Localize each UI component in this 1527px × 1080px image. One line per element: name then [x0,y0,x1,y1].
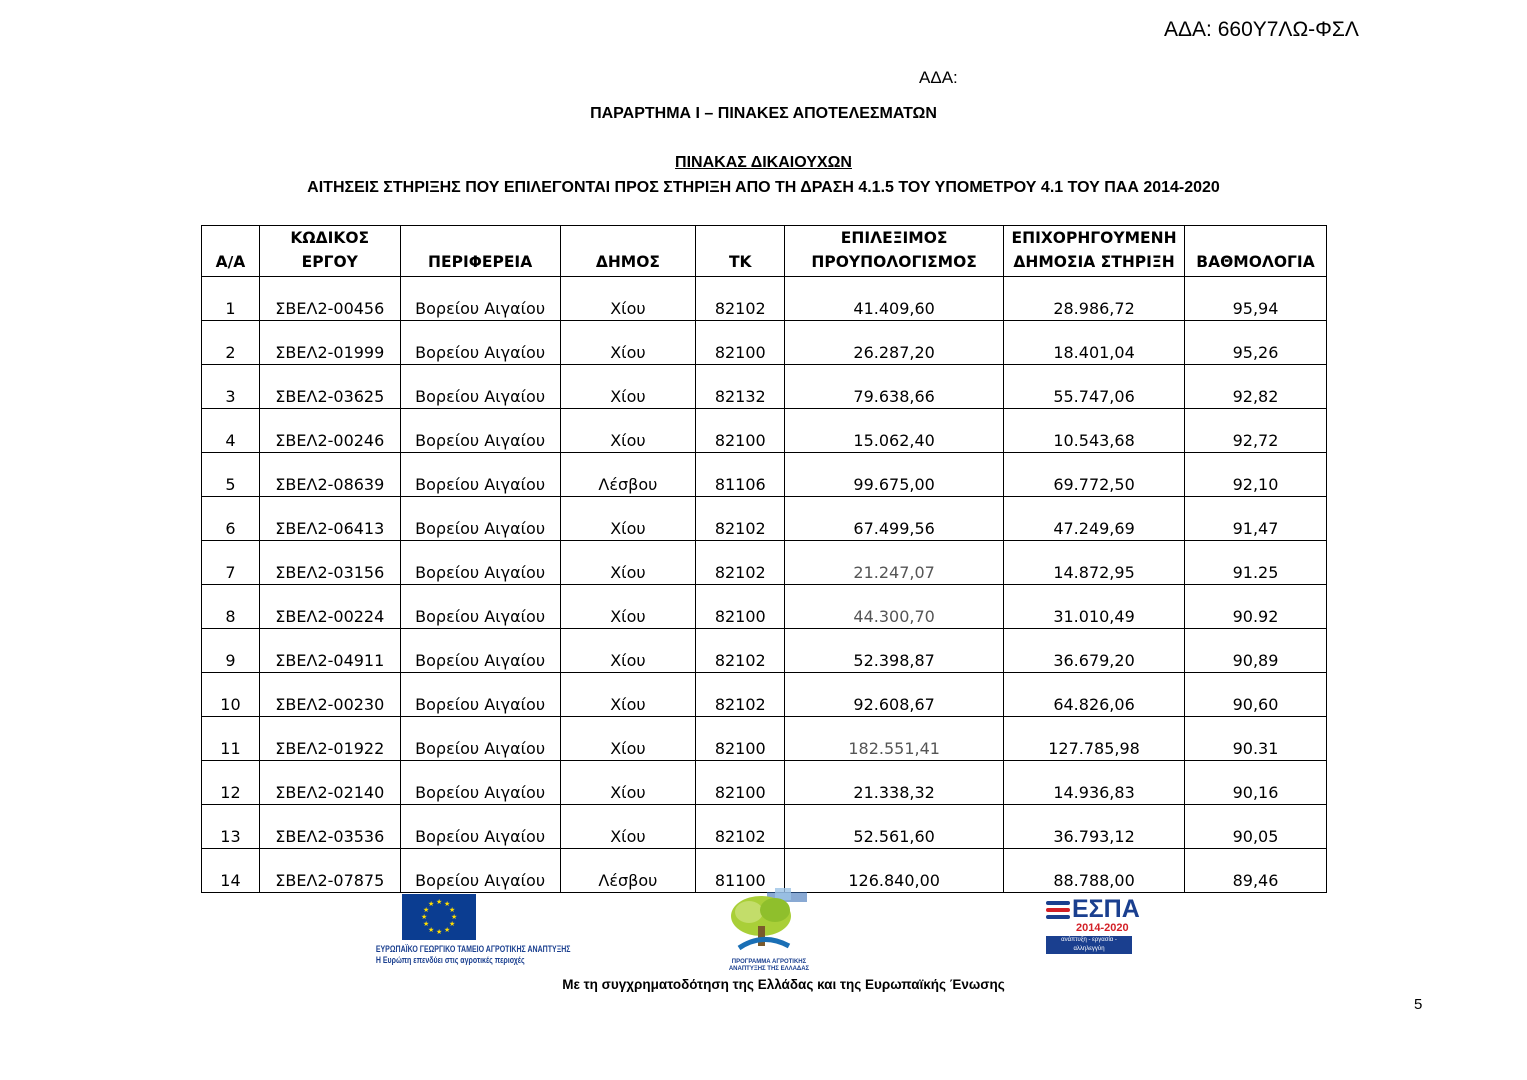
cell-code: ΣΒΕΛ2-00230 [259,673,400,717]
cell-budget: 52.561,60 [785,805,1004,849]
cell-region: Βορείου Αιγαίου [400,805,560,849]
cell-region: Βορείου Αιγαίου [400,761,560,805]
table-row [202,321,1327,365]
cell-region: Βορείου Αιγαίου [400,541,560,585]
greek-stripes-icon [1046,901,1070,922]
cell-aa: 3 [202,365,260,409]
cell-aa: 5 [202,453,260,497]
table-row [202,409,1327,453]
cell-budget: 15.062,40 [785,409,1004,453]
cell-score: 92,72 [1185,409,1327,453]
cell-aa: 8 [202,585,260,629]
cell-municipality: Χίου [560,541,696,585]
cell-budget: 99.675,00 [785,453,1004,497]
header-code: ΚΩΔΙΚΟΣ ΕΡΓΟΥ [259,226,400,277]
annex-title: ΠΑΡΑΡΤΗΜΑ Ι – ΠΙΝΑΚΕΣ ΑΠΟΤΕΛΕΣΜΑΤΩΝ [590,105,937,122]
cell-region: Βορείου Αιγαίου [400,585,560,629]
cell-region: Βορείου Αιγαίου [400,717,560,761]
cell-tk: 82102 [696,805,785,849]
cell-score: 91.25 [1185,541,1327,585]
cell-score: 95,94 [1185,277,1327,321]
cell-aa: 1 [202,277,260,321]
table-row [202,585,1327,629]
cell-tk: 82100 [696,585,785,629]
cell-municipality: Χίου [560,629,696,673]
cell-score: 90,05 [1185,805,1327,849]
cell-municipality: Χίου [560,365,696,409]
table-row [202,673,1327,717]
eafrd-text: ΕΥΡΩΠΑΪΚΟ ΓΕΩΡΓΙΚΟ ΤΑΜΕΙΟ ΑΓΡΟΤΙΚΗΣ ΑΝΑΠΤΥΞΗΣ Η Ευρώπη επενδύει στις αγροτικές περιοχές [375,944,571,965]
cell-subsidy: 64.826,06 [1004,673,1185,717]
cell-score: 90,16 [1185,761,1327,805]
cell-code: ΣΒΕΛ2-01999 [259,321,400,365]
table-row [202,541,1327,585]
cell-aa: 12 [202,761,260,805]
cell-code: ΣΒΕΛ2-08639 [259,453,400,497]
cell-code: ΣΒΕΛ2-03156 [259,541,400,585]
cell-municipality: Χίου [560,717,696,761]
cell-tk: 82100 [696,409,785,453]
cell-subsidy: 69.772,50 [1004,453,1185,497]
cell-tk: 82102 [696,497,785,541]
cell-subsidy: 14.936,83 [1004,761,1185,805]
cell-code: ΣΒΕΛ2-00246 [259,409,400,453]
cell-code: ΣΒΕΛ2-00224 [259,585,400,629]
cell-score: 90,89 [1185,629,1327,673]
table-row [202,849,1327,893]
cell-municipality: Χίου [560,585,696,629]
table-row [202,277,1327,321]
cell-code: ΣΒΕΛ2-00456 [259,277,400,321]
cell-budget: 67.499,56 [785,497,1004,541]
cell-region: Βορείου Αιγαίου [400,673,560,717]
beneficiaries-table [201,225,1327,893]
cell-municipality: Χίου [560,321,696,365]
eu-flag-icon: ★ ★ ★ ★ ★ ★ ★ ★ ★ ★ ★ ★ [402,894,476,940]
cell-region: Βορείου Αιγαίου [400,453,560,497]
cell-code: ΣΒΕΛ2-02140 [259,761,400,805]
cell-tk: 82102 [696,277,785,321]
table-header-row [202,226,1327,277]
cell-code: ΣΒΕΛ2-03625 [259,365,400,409]
cell-tk: 82102 [696,673,785,717]
cell-budget: 44.300,70 [785,585,1004,629]
cell-tk: 82102 [696,629,785,673]
cell-region: Βορείου Αιγαίου [400,409,560,453]
cell-tk: 82100 [696,717,785,761]
table-row [202,453,1327,497]
table-row [202,629,1327,673]
cell-aa: 7 [202,541,260,585]
cell-budget: 126.840,00 [785,849,1004,893]
cell-aa: 10 [202,673,260,717]
cell-tk: 82100 [696,761,785,805]
cell-subsidy: 28.986,72 [1004,277,1185,321]
table-row [202,497,1327,541]
cell-aa: 9 [202,629,260,673]
cell-aa: 6 [202,497,260,541]
funding-logos [0,888,1527,978]
header-municipality: ΔΗΜΟΣ [560,226,696,277]
table-row [202,761,1327,805]
cell-budget: 92.608,67 [785,673,1004,717]
cell-municipality: Χίου [560,497,696,541]
cell-aa: 13 [202,805,260,849]
cell-subsidy: 14.872,95 [1004,541,1185,585]
cell-code: ΣΒΕΛ2-03536 [259,805,400,849]
header-subsidy: ΕΠΙΧΟΡΗΓΟΥΜΕΝΗ ΔΗΜΟΣΙΑ ΣΤΗΡΙΞΗ [1004,226,1185,277]
cell-subsidy: 36.679,20 [1004,629,1185,673]
cell-municipality: Χίου [560,761,696,805]
header-aa: Α/Α [202,226,260,277]
cell-score: 90,60 [1185,673,1327,717]
cell-tk: 81106 [696,453,785,497]
cell-score: 92,10 [1185,453,1327,497]
cell-code: ΣΒΕΛ2-01922 [259,717,400,761]
table-title: ΠΙΝΑΚΑΣ ΔΙΚΑΙΟΥΧΩΝ [675,154,852,171]
cell-score: 89,46 [1185,849,1327,893]
cell-score: 90.92 [1185,585,1327,629]
cell-subsidy: 31.010,49 [1004,585,1185,629]
cell-subsidy: 88.788,00 [1004,849,1185,893]
cell-aa: 4 [202,409,260,453]
cell-subsidy: 18.401,04 [1004,321,1185,365]
cell-score: 91,47 [1185,497,1327,541]
cell-score: 90.31 [1185,717,1327,761]
table-row [202,717,1327,761]
table-row [202,805,1327,849]
cell-code: ΣΒΕΛ2-04911 [259,629,400,673]
cell-subsidy: 55.747,06 [1004,365,1185,409]
tree-icon [727,888,811,952]
cell-region: Βορείου Αιγαίου [400,849,560,893]
cell-tk: 81100 [696,849,785,893]
ada-top: ΑΔΑ: 660Υ7ΛΩ-ΦΣΛ [1164,18,1359,41]
ada-label: ΑΔΑ: [919,68,958,87]
cell-municipality: Λέσβου [560,453,696,497]
cell-budget: 52.398,87 [785,629,1004,673]
cell-code: ΣΒΕΛ2-07875 [259,849,400,893]
header-score: ΒΑΘΜΟΛΟΓΙΑ [1185,226,1327,277]
cell-budget: 26.287,20 [785,321,1004,365]
cell-subsidy: 47.249,69 [1004,497,1185,541]
cell-budget: 21.247,07 [785,541,1004,585]
cell-score: 95,26 [1185,321,1327,365]
header-tk: ΤΚ [696,226,785,277]
table-row [202,365,1327,409]
cell-region: Βορείου Αιγαίου [400,629,560,673]
cell-aa: 2 [202,321,260,365]
cell-budget: 41.409,60 [785,277,1004,321]
cell-tk: 82102 [696,541,785,585]
cell-municipality: Χίου [560,409,696,453]
header-region: ΠΕΡΙΦΕΡΕΙΑ [400,226,560,277]
cell-municipality: Χίου [560,277,696,321]
cell-region: Βορείου Αιγαίου [400,277,560,321]
cofunding-statement: Με τη συγχρηματοδότηση της Ελλάδας και της Ευρωπαϊκής Ένωσης [562,977,1005,992]
cell-budget: 21.338,32 [785,761,1004,805]
cell-budget: 79.638,66 [785,365,1004,409]
header-budget: ΕΠΙΛΕΞΙΜΟΣ ΠΡΟΥΠΟΛΟΓΙΣΜΟΣ [785,226,1004,277]
cell-subsidy: 127.785,98 [1004,717,1185,761]
cell-tk: 82100 [696,321,785,365]
cell-aa: 11 [202,717,260,761]
cell-municipality: Λέσβου [560,849,696,893]
rural-development-programme-logo: ΠΡΟΓΡΑΜΜΑ ΑΓΡΟΤΙΚΗΣ ΑΝΑΠΤΥΞΗΣ ΤΗΣ ΕΛΛΑΔΑΣ [727,888,811,973]
cell-region: Βορείου Αιγαίου [400,365,560,409]
cell-region: Βορείου Αιγαίου [400,497,560,541]
cell-subsidy: 10.543,68 [1004,409,1185,453]
cell-budget: 182.551,41 [785,717,1004,761]
eafrd-logo [358,894,571,966]
cell-subsidy: 36.793,12 [1004,805,1185,849]
cell-municipality: Χίου [560,673,696,717]
cell-region: Βορείου Αιγαίου [400,321,560,365]
cell-aa: 14 [202,849,260,893]
cell-tk: 82132 [696,365,785,409]
page-number: 5 [1414,996,1423,1013]
cell-score: 92,82 [1185,365,1327,409]
espa-logo: ΕΣΠΑ 2014-2020 ανάπτυξη - εργασία - αλληλεγγύη [1046,896,1136,954]
table-subtitle: ΑΙΤΗΣΕΙΣ ΣΤΗΡΙΞΗΣ ΠΟΥ ΕΠΙΛΕΓΟΝΤΑΙ ΠΡΟΣ ΣΤΗΡΙΞΗ ΑΠΟ ΤΗ ΔΡΑΣΗ 4.1.5 ΤΟΥ ΥΠΟΜΕΤΡΟΥ 4.1 ΤΟΥ ΠΑΑ 2014-2020 [307,179,1220,196]
cell-municipality: Χίου [560,805,696,849]
cell-code: ΣΒΕΛ2-06413 [259,497,400,541]
